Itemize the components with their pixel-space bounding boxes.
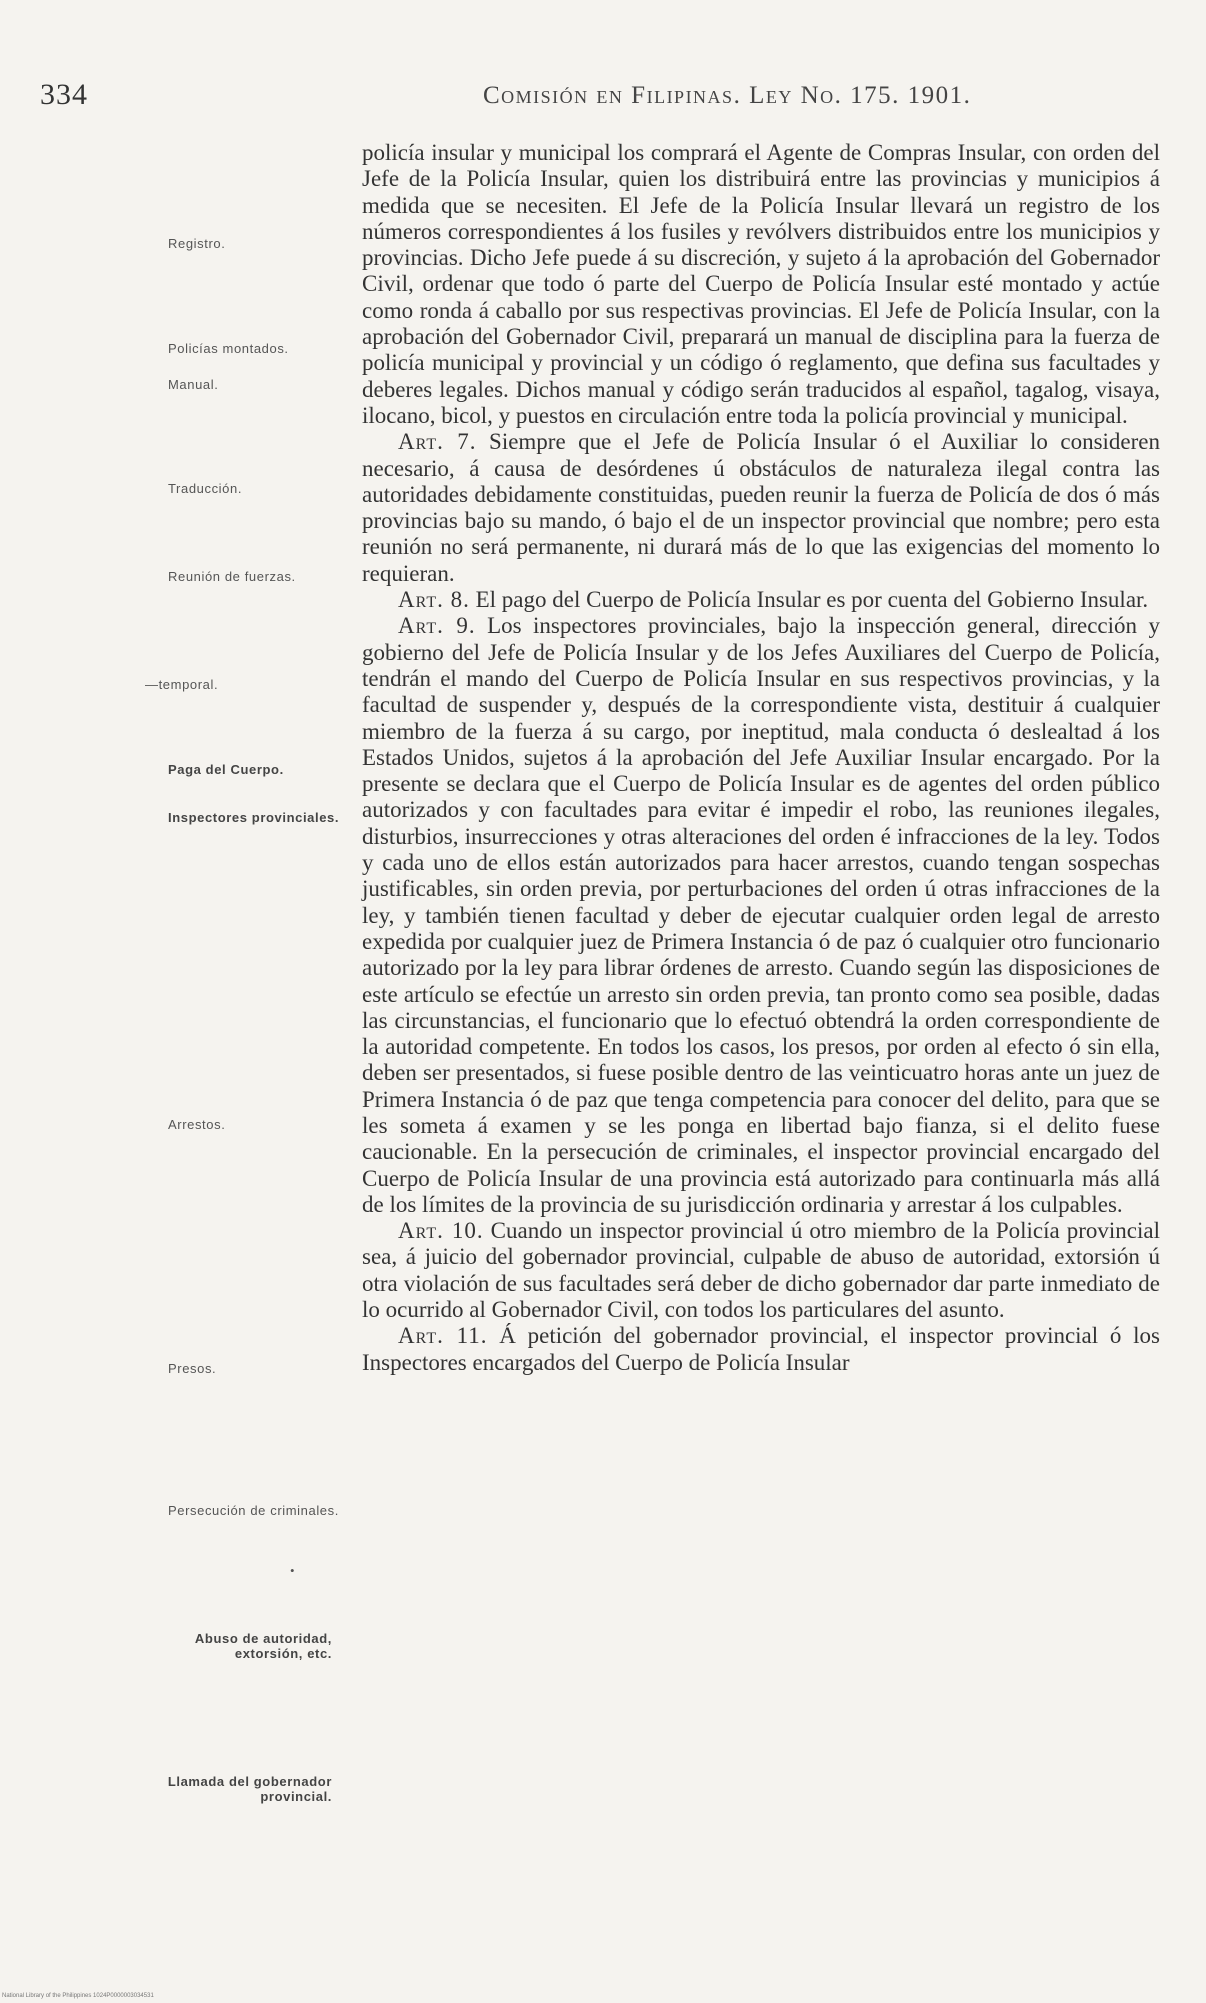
- sidenote-paga-del-cuerpo: Paga del Cuerpo.: [168, 762, 284, 777]
- scan-footer: National Library of the Philippines 1024P0000003034531: [2, 1993, 154, 1999]
- sidenote-traduccion: Traducción.: [168, 481, 243, 496]
- article-text-11: Á petición del gobernador provincial, el inspector provincial ó los Inspectores encargados del Cuerpo de Policía Insular: [362, 1323, 1160, 1375]
- article-label-9: Art. 9.: [398, 613, 476, 639]
- body-text: [362, 140, 1160, 1376]
- intro-text: policía insular y municipal los comprará el Agente de Compras Insular, con orden del Jefe de la Policía Insular, quien los distribuirá entre las provincias y municipios á medida que se necesiten. El Jefe de la Policía Insular llevará un registro de los números correspondientes á los fusiles y revólvers distribuidos entre los municipios y provincias. Dicho Jefe puede á su discreción, y sujeto á la aprobación del Gobernador Civil, ordenar que todo ó parte del Cuerpo de Policía Insular esté montado y actúe como ronda á caballo por sus respectivas provincias. El Jefe de Policía Insular, con la aprobación del Gobernador Civil, preparará un manual de disciplina para la fuerza de policía municipal y provincial y un código ó reglamento, que defina sus facultades y deberes legales. Dichos manual y código serán traducidos al español, tagalog, visaya, ilocano, bicol, y puestos en circulación entre toda la policía provincial y municipal.: [362, 140, 1160, 428]
- article-text-9: Los inspectores provinciales, bajo la inspección general, dirección y gobierno del Jefe de Policía Insular y de los Jefes Auxiliares del Cuerpo de Policía, tendrán el mando del Cuerpo de Policía Insular en sus respectivos provincias, y la facultad de suspender y, después de la correspondiente vista, destituir á cualquier miembro de la fuerza á su cargo, por ineptitud, mala conducta ó deslealtad á los Estados Unidos, sujetos á la aprobación del Jefe Auxiliar Insular encargado. Por la presente se declara que el Cuerpo de Policía Insular es de agentes del orden público autorizados y con facultades para evitar é impedir el robo, las reuniones ilegales, disturbios, insurrecciones y otras alteraciones del orden é infracciones de la ley. Todos y cada uno de ellos están autorizados para hacer arrestos, cuando tengan sospechas justificables, sin orden previa, por perturbaciones del orden ú otras infracciones de la ley, y también tienen facultad y deber de ejecutar cualquier orden legal de arresto expedida por cualquier juez de Primera Instancia ó de paz ó cualquier otro funcionario autorizado por la ley para librar órdenes de arresto. Cuando según las disposiciones de este artículo se efectúe un arresto sin orden previa, tan pronto como sea posible, dadas las circunstancias, el funcionario que lo efectuó obtendrá la orden correspondiente de la autoridad competente. En todos los casos, los presos, por orden al efecto ó sin ella, deben ser presentados, si fuese posible dentro de las veinticuatro horas ante un juez de Primera Instancia ó de paz que tenga competencia para conocer del delito, para que se les someta á examen y se les ponga en libertad bajo fianza, si el delito fuese caucionable. En la persecución de criminales, el inspector provincial encargado del Cuerpo de Policía Insular de una provincia está autorizado para continuarla más allá de los límites de la provincia de su jurisdicción ordinaria y arrestar á los culpables.: [362, 613, 1161, 1217]
- paragraph-intro: [362, 140, 1160, 429]
- article-label-10: Art. 10.: [398, 1218, 484, 1244]
- paragraph-art-10: [362, 1218, 1160, 1323]
- sidenote-arrestos: Arrestos.: [168, 1117, 226, 1132]
- article-text-8: El pago del Cuerpo de Policía Insular es por cuenta del Gobierno Insular.: [475, 587, 1149, 613]
- page-number: 334: [40, 78, 88, 111]
- sidenote-inspectores-provinciales: Inspectores provinciales.: [168, 810, 340, 825]
- article-label-7: Art. 7.: [398, 429, 477, 455]
- paragraph-art-8: [362, 587, 1160, 613]
- sidenote-registro: Registro.: [168, 236, 226, 251]
- article-text-7: Siempre que el Jefe de Policía Insular ó el Auxiliar lo consideren necesario, á causa de desórdenes ú obstáculos de naturaleza ilegal contra las autoridades debidamente constituidas, pueden reunir la fuerza de Policía de dos ó más provincias bajo su mando, ó bajo el de un inspector provincial que nombre; pero esta reunión no será permanente, ni durará más de lo que las exigencias del momento lo requieran.: [362, 429, 1160, 586]
- sidenote-temporal: —temporal.: [145, 677, 219, 692]
- sidenote-presos: Presos.: [168, 1361, 217, 1376]
- sidenote-policias-montados: Policías montados.: [168, 341, 289, 356]
- paragraph-art-9: [362, 613, 1160, 1218]
- article-label-11: Art. 11.: [398, 1323, 488, 1349]
- paragraph-art-11: [362, 1323, 1160, 1376]
- article-text-10: Cuando un inspector provincial ú otro miembro de la Policía provincial sea, á juicio del gobernador provincial, culpable de abuso de autoridad, extorsión ú otra violación de sus facultades será deber de dicho gobernador dar parte inmediato de lo ocurrido al Gobernador Civil, con todos los particulares del asunto.: [362, 1218, 1161, 1323]
- sidenote-abuso-de-autoridad: Abuso de autoridad, extorsión, etc.: [194, 1631, 332, 1661]
- running-head: Comisión en Filipinas. Ley No. 175. 1901.: [483, 82, 972, 109]
- sidenote-manual: Manual.: [168, 377, 219, 392]
- sidenote-persecucion-de-criminales: Persecución de criminales.: [168, 1503, 339, 1518]
- sidenote-llamada-del-gobernador: Llamada del gobernador provincial.: [167, 1774, 332, 1804]
- sidenote-reunion-de-fuerzas: Reunión de fuerzas.: [168, 569, 296, 584]
- margin-bullet: •: [290, 1563, 295, 1578]
- paragraph-art-7: [362, 429, 1160, 587]
- article-label-8: Art. 8.: [398, 587, 470, 613]
- margin-notes: [0, 0, 345, 2003]
